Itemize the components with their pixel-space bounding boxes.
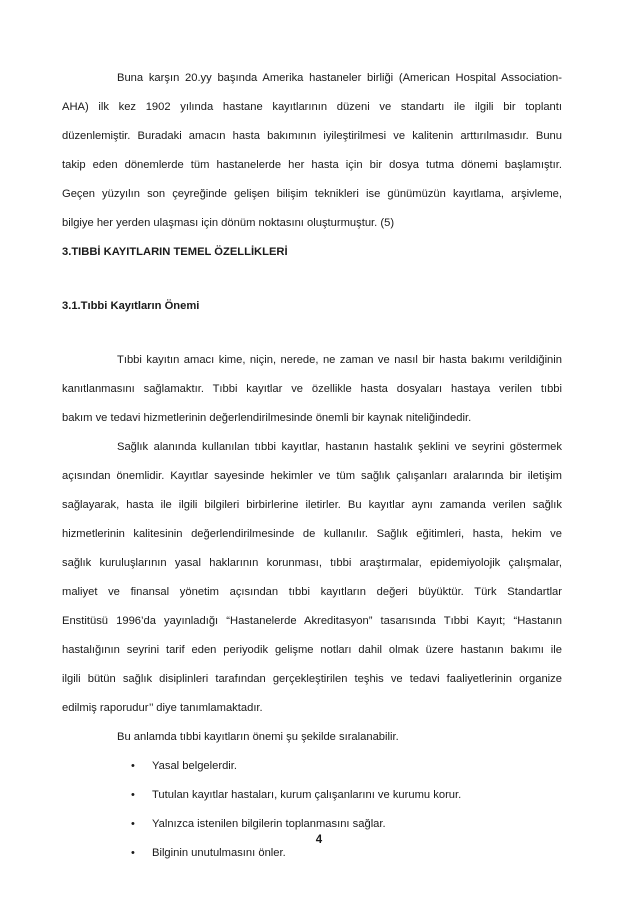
list-item-text: Tutulan kayıtlar hastaları, kurum çalışanlarını ve kurumu korur. [152,789,462,801]
bullet-icon: • [131,818,135,830]
text-line: bilgiye her yerden ulaşması için dönüm noktasını oluşturmuştur. (5) [62,217,395,229]
text-line: Sağlık alanında kullanılan tıbbi kayıtlar, hastanın hastalık şeklini ve seyrini göstermek [117,441,562,453]
text-line: Geçen yüzyılın son çeyreğinde gelişen bilişim teknikleri ise günümüzün kayıtlama, arşivleme, [62,188,562,200]
text-line: ilgili bütün sağlık disiplinleri tarafından gerçekleştirilen teşhis ve tedavi faaliyetlerinin organize [62,673,562,685]
text-line: Tıbbi kayıtın amacı kime, niçin, nerede, ne zaman ve nasıl bir hasta bakımı verildiğinin [117,354,562,366]
document-page [62,64,562,868]
text-line: hastalığının seyrini tarif eden periyodik gelişme notları dahil olmak üzere hastanın bakımı ile [62,644,562,656]
text-line: AHA) ilk kez 1902 yılında hastane kayıtlarının düzeni ve standartı ile ilgili bir toplantı [62,101,562,113]
bullet-icon: • [131,789,135,801]
text-line: takip eden dönemlerde tüm hastanelerde her hasta için bir dosya tutma dönemi başlamıştır. [62,159,562,171]
text-line: bakım ve tedavi hizmetlerinin değerlendirilmesinde önemli bir kaynak niteliğindedir. [62,412,472,424]
paragraph-importance [62,433,562,723]
text-line: sağlayarak, hasta ile ilgili bilgileri birbirlerine iletirler. Bu kayıtlar aynı zamanda verilen sağlık [62,499,562,511]
subsection-heading: 3.1.Tıbbi Kayıtların Önemi [62,300,200,312]
paragraph-purpose [62,346,562,433]
bullet-icon: • [131,847,135,859]
text-line: Buna karşın 20.yy başında Amerika hastaneler birliği (American Hospital Association- [117,72,562,84]
text-line: açısından önemlidir. Kayıtlar sayesinde hekimler ve tüm sağlık çalışanları aralarında bir iletişim [62,470,562,482]
bullet-list [62,752,562,868]
section-heading: 3.TIBBİ KAYITLARIN TEMEL ÖZELLİKLERİ [62,246,288,258]
list-item-text: Yalnızca istenilen bilgilerin toplanmasını sağlar. [152,818,386,830]
list-item-text: Yasal belgelerdir. [152,760,237,772]
spacer [62,321,562,346]
text-line: düzenlemiştir. Buradaki amacın hasta bakımının iyileştirilmesi ve kalitenin arttırılmasıdır. Bunu [62,130,562,142]
text-line: maliyet ve finansal yönetim açısından tıbbi kayıtların değeri büyüktür. Türk Standartlar [62,586,562,598]
text-line: hizmetlerinin kalitesinin değerlendirilmesinde de kullanılır. Sağlık eğitimleri, hasta, hekim ve [62,528,562,540]
text-line: edilmiş raporudur’’ diye tanımlamaktadır. [62,702,263,714]
text-line: kanıtlanmasını sağlamaktır. Tıbbi kayıtlar ve özellikle hasta dosyaları hastaya verilen tıbbi [62,383,562,395]
paragraph-intro-history [62,64,562,238]
page-number: 4 [315,834,323,846]
list-item-text: Bilginin unutulmasını önler. [152,847,286,859]
bullet-icon: • [131,760,135,772]
text-line: Enstitüsü 1996’da yayınladığı “Hastanelerde Akreditasyon” tasarısında Tıbbi Kayıt; “Hastanın [62,615,562,627]
list-item [62,781,562,810]
list-item [62,752,562,781]
spacer [62,267,562,292]
text-line: sağlık kuruluşlarının yasal haklarının korunması, tıbbi araştırmalar, epidemiyolojik çalışmalar, [62,557,562,569]
list-intro-text: Bu anlamda tıbbi kayıtların önemi şu şekilde sıralanabilir. [117,731,399,743]
